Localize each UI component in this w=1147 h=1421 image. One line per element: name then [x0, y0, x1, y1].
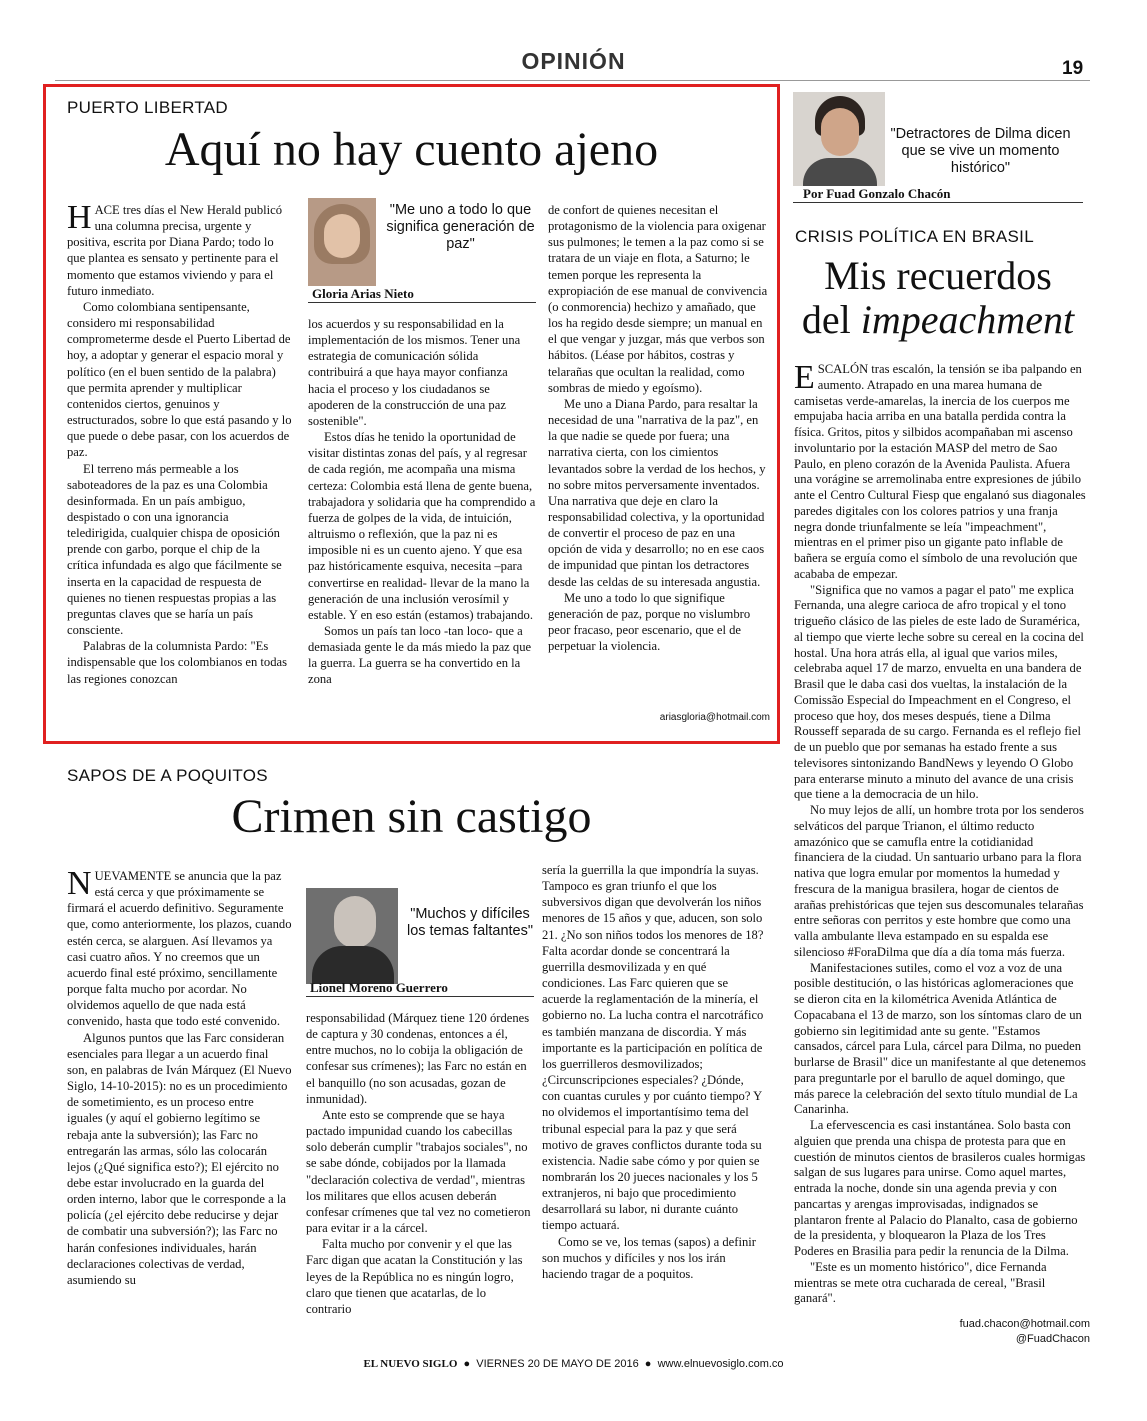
article1-col1 [67, 199, 292, 687]
photo-shirt [803, 158, 877, 186]
article3-kicker: CRISIS POLÍTICA EN BRASIL [795, 227, 1034, 246]
drop-cap: N [67, 865, 92, 902]
footer-url[interactable]: www.elnuevosiglo.com.co [657, 1358, 784, 1370]
article1-pull-quote: "Me uno a todo lo que significa generación de paz" [386, 202, 535, 252]
article1-email[interactable]: ariasgloria@hotmail.com [659, 712, 770, 723]
article1-title: Aquí no hay cuento ajeno [164, 123, 659, 176]
article3-twitter[interactable]: @FuadChacon [1015, 1333, 1090, 1345]
article2-col1 [67, 865, 292, 1288]
section-header [0, 48, 1147, 75]
article2-title: Crimen sin castigo [231, 790, 592, 843]
author-photo-fuad [793, 92, 885, 186]
article2-col1-p1: NUEVAMENTE se anuncia que la paz está cerca y que próximamente se firmará el acuerdo definitivo. Seguramente que, como anteriormente, los plazos, cuando estén cerca, se alarguen. Así llevamos ya casi cuatro años. Y no creemos que un acuerdo final esté próximo, sencillamente porque falta mucho por acordar. No olvidemos aquello de que nada está convenido, hasta que todo esté convenido. [67, 865, 292, 1029]
article3-p1: ESCALÓN tras escalón, la tensión se iba palpando en aumento. Atrapado en una marea humana de camisetas verde-amarelas, la inercia de los cuerpos me empujaba hacia arriba en una batalla perdida contra la física. Gritos, pitos y silbidos acompañaban mi ascenso involuntario por la estación MASP del metro de Sao Paulo, en pleno corazón de la Avenida Paulista. Afuera una vorágine se arremolinaba entre expresiones de júbilo ante el Centro Cultural Fiesp que engalanó sus diagonales paredes digitales con los colores patrios y una franja negra donde triunfalmente se leía "impeachment", mientras en el primer piso un gigante pato inflable de bañera se erguía como el símbolo de una revolución que acababa de empezar. [794, 359, 1086, 581]
article3-p6: "Este es un momento histórico", dice Fernanda mientras se mete otra cucharada de cereal, "Brasil ganará". [794, 1259, 1047, 1306]
article3-author-byline [793, 186, 1083, 203]
drop-cap: E [794, 359, 815, 396]
article3-title-line1: Mis recuerdos [824, 253, 1052, 298]
footer-bullet-icon: ● [641, 1358, 655, 1370]
article1-col1-p3: El terreno más permeable a los saboteadores de la paz es una Colombia desinformada. En un país ambiguo, despistado o con una ignorancia teledirigida, cualquier chispa de oposición prende con garbo, porque el chip de la crítica infundada es algo que fácilmente se inserta en la capacidad de respuesta de quienes no tienen respuestas propias a las preguntas claves que se haría un país consciente. [67, 461, 282, 638]
article1-col3-p2: Me uno a Diana Pardo, para resaltar la necesidad de una "narrativa de la paz", en la que nadie se quede por fuera; una narrativa cierta, con los cimientos levantados sobre la verdad de los hechos, y no sobre mitos perversamente inventados. Una narrativa que deje en claro la responsabilidad colectiva, y la oportunidad de convertir el proceso de paz en una opción de vida y desarrollo; no en ese caos de impunidad que pintan los detractores desde las celdas de su interesada angustia. [548, 396, 766, 589]
article2-pull-quote: "Muchos y difíciles los temas faltantes" [406, 906, 534, 939]
author-photo-gloria [308, 198, 376, 286]
article2-col2-p1: responsabilidad (Márquez tiene 120 órdenes de captura y 30 condenas, entonces a él, entre muchos, no lo cobija la obligación de confesar sus crímenes); las Farc no están en el banquillo (no son acusadas, gozan de inmunidad). [306, 1011, 530, 1106]
article2-author-byline [306, 980, 534, 997]
article3-p4: Manifestaciones sutiles, como el voz a voz de una posible destitución, o las históricas aglomeraciones que se dieron cita en la kilométrica Avenida Atlántica de Copacabana el 13 de marzo, son los síntomas claro de un gobierno sin legitimidad ante su gente. "Estamos cansados, cárcel para Lula, cárcel para Dilma, no pueden burlarse de Brasil" dice un manifestante al que detenemos para preguntarle por el barullo de aquel domingo, que más parece la celebración del sexto título mundial de La Canarinha. [794, 960, 1086, 1117]
article2-col3 [542, 862, 764, 1282]
article1-col3-p3: Me uno a todo lo que signifique generación de paz, porque no vislumbro peor fracaso, peor escenario, que el de perpetuar la violencia. [548, 590, 751, 654]
page-number: 19 [1062, 58, 1084, 79]
article2-col3-p1: sería la guerrilla la que impondría la suyas. Tampoco es gran triunfo el que los subversivos digan que devolverán los niños menores de 15 años y que, aducen, son solo 21. ¿No son niños todos los menores de 18? Falta acordar donde se concentrará la guerrilla desmovilizada y en qué condiciones. Las Farc quieren que se acuerde la reglamentación de la minería, el gobierno no. La lucha contra el narcotráfico es también manzana de discordia. Y más importante es la participación en política de los guerrilleros desmovilizados; ¿Circunscripciones especiales? ¿Dónde, con cuantas curules y por cuánto tiempo? Y no olvidemos el importantísimo tema del tribunal especial para la paz y que será motivo de graves conflictos durante toda su existencia. Nadie sabe cómo y por quien se nombrarán los 20 jueces nacionales y los 5 extranjeros, ni bajo que procedimiento desarrollará su labor, ni durante cuánto tiempo actuará. [542, 863, 764, 1233]
section-label: OPINIÓN [521, 48, 626, 74]
article3-p5: La efervescencia es casi instantánea. Solo basta con alguien que prenda una chispa de protesta para que en cuestión de minutos cientos de brasileros cuales hormigas salgan de sus lugares para unirse. Como aquel martes, entrada la noche, donde sin una agenda previa y con pancartas y arengas improvisadas, indignados se plantaron frente al Palacio do Planalto, casa de gobierno de la presidenta, y bloquearon la Plaza de los Tres Poderes en Brasilia para pedir la renuncia de la Dilma. [794, 1118, 1086, 1258]
photo-face [821, 108, 859, 156]
photo-suit [312, 946, 394, 984]
article2-col3-p2: Como se ve, los temas (sapos) a definir son muchos y difíciles y nos los irán haciendo tragar de a poquitos. [542, 1234, 756, 1281]
photo-head [334, 896, 376, 948]
photo-face [324, 214, 360, 258]
article2-col1-p2: Algunos puntos que las Farc consideran esenciales para llegar a un acuerdo final son, en palabras de Iván Márquez (El Nuevo Siglo, 14-10-2015): no es un procedimiento de sometimiento, es un proceso entre iguales (y aquí el gobierno legítimo se rebaja ante la subversión); las Farc no entregarán las armas, sólo las colocarán lejos (¿Qué significa esto?); El ejército no debe estar involucrado en la guarda del orden interno, labor que le corresponde a la policía (¿el ejército debe reducirse y dejar de combatir una subversión?); las Farc no harán confesiones individuales, harán declaraciones colectivas de verdad, asumiendo su [67, 1030, 292, 1287]
article3-title-line2-plain: del [801, 297, 861, 342]
article1-col1-p2: Como colombiana sentipensante, considero mi responsabilidad comprometerme desde el Puerto Libertad de hoy, a adoptar y generar el espacio moral y político (en el buen sentido de la palabra) que permita aprender y multiplicar contenidos ciertos, genuinos y estructurados, sobre lo que está pasando y lo que puede o debe pasar, con los acuerdos de paz. [67, 299, 292, 460]
footer-date: VIERNES 20 DE MAYO DE 2016 [476, 1358, 639, 1370]
article2-col2-p2: Ante esto se comprende que se haya pactado impunidad cuando los cabecillas solo deberán cumplir "trabajos sociales", no se sabe dónde, cobijados por la llamada "declaración colectiva de verdad", mientras los militares que ellos acusen deberán confesar crímenes que tal vez no cometieron para evitar ir a la cárcel. [306, 1107, 531, 1236]
article1-author-name: Gloria Arias Nieto [312, 286, 414, 301]
footer-paper-logo: EL NUEVO SIGLO [363, 1358, 458, 1370]
page-footer [0, 1358, 1147, 1370]
article3-author-name: Por Fuad Gonzalo Chacón [803, 186, 951, 201]
article1-col1-p1: HACE tres días el New Herald publicó una columna precisa, urgente y positiva, escrita por Diana Pardo; todo lo que plantea es sensato y pertinente para el momento que estamos viviendo y para el futuro inmediato. [67, 199, 283, 298]
footer-bullet-icon: ● [460, 1358, 474, 1370]
article2-kicker: SAPOS DE A POQUITOS [67, 766, 268, 785]
header-rule [55, 80, 1090, 81]
article3-p2: "Significa que no vamos a pagar el pato" me explica Fernanda, una alegre carioca de afro tropical y el tono trigueño clásico de las pieles de este lado de Suramérica, al tiempo que vierte leche sobre su cereal en la cocina del hostal. Una hora atrás ella, al igual que varios miles, celebraba aquel 17 de marzo, envuelta en una bandera de Brasil que le daba casi dos vueltas, la instalación de la Comissão Especial do Impeachment en el Congreso, el proceso que hoy, dos meses después, tiene a Dilma Rousseff separada de su cargo. Fernanda es el reflejo fiel de un pueblo que por semanas ha estado frente a sus televisores sintonizando BandNews y leyendo O Globo para enterarse minuto a minuto del avance de una crisis que tiene a la democracia de un hilo. [794, 582, 1084, 802]
drop-cap: H [67, 199, 92, 236]
article1-col2-p1: los acuerdos y su responsabilidad en la implementación de los mismos. Tener una estrategia de comunicación sólida contribuirá a que haya mayor confianza hacia el proceso y los ciudadanos se apoderen de la construcción de una paz sostenible". [308, 317, 521, 428]
article2-author-name: Lionel Moreno Guerrero [310, 980, 448, 995]
article1-col3 [548, 202, 770, 654]
article1-col1-p4: Palabras de la columnista Pardo: "Es indispensable que los colombianos en todas las regiones conozcan [67, 639, 288, 686]
article3-pull-quote: "Detractores de Dilma dicen que se vive un momento histórico" [890, 126, 1071, 176]
article1-col3-p1: de confort de quienes necesitan el protagonismo de la violencia para oxigenar sus pulmones; le temen a la paz como si se tratara de un viaje en flota, a Saturno; le temen porque les representa la expropiación de ese manual de convivencia (o conmorencia) hechizo y amañado, que los ha regido desde siempre; un manual en el que vengar y juzgar, más que verbos son hábitos. (Léase por hábitos, costras y telarañas que ocultan la realidad, como sombras de miedo y egoísmo). [548, 203, 768, 395]
article2-col2 [306, 1010, 534, 1317]
article1-col2-p3: Somos un país tan loco -tan loco- que a demasiada gente le da más miedo la paz que la guerra. La guerra se ha convertido en la zona [308, 623, 532, 687]
article3-title-line2-italic: impeachment [860, 297, 1075, 342]
article1-kicker: PUERTO LIBERTAD [67, 98, 229, 117]
article3-p3: No muy lejos de allí, un hombre trota por los senderos selváticos del parque Trianon, el último reducto amazónico que se camufla entre la cotidianidad financiera de la ciudad. Un santuario urbano para la flora nativa que logra emular por momentos la humedad y frescura de la manigua brasilera, hogar de cientos de arañas prehistóricas que tejen sus descomunales telarañas entre señoras con perritos y este hombre que como una valla ambulante lleva estampado en su espalda ese silencioso #ForaDilma que día a día toma más fuerza. [794, 803, 1084, 959]
article3-email[interactable]: fuad.chacon@hotmail.com [959, 1318, 1090, 1330]
article1-author-byline [308, 286, 536, 303]
article3-title-line2 [788, 296, 1088, 344]
article1-col2 [308, 316, 536, 688]
author-photo-lionel [306, 888, 398, 984]
article3-body [794, 359, 1086, 1307]
article2-col2-p3: Falta mucho por convenir y el que las Farc digan que acatan la Constitución y las leyes de la República no es ningún logro, claro que tienen que acatarlas, de lo contrario [306, 1237, 523, 1316]
article1-col2-p2: Estos días he tenido la oportunidad de visitar distintas zonas del país, y al regresar de cada región, me acompaña una misma certeza: Colombia está llena de gente buena, trabajadora y solidaria que ha comprendido a fuerza de golpes de la vida, de intuición, altruismo o reflexión, que la paz ni es imposible ni es un cuento ajeno. Y que esa paz históricamente esquiva, necesita –para convertirse en realidad- llevar de la mano la generación de una inclusión verosímil y estable. Y en eso están (estamos) trabajando. [308, 430, 536, 622]
